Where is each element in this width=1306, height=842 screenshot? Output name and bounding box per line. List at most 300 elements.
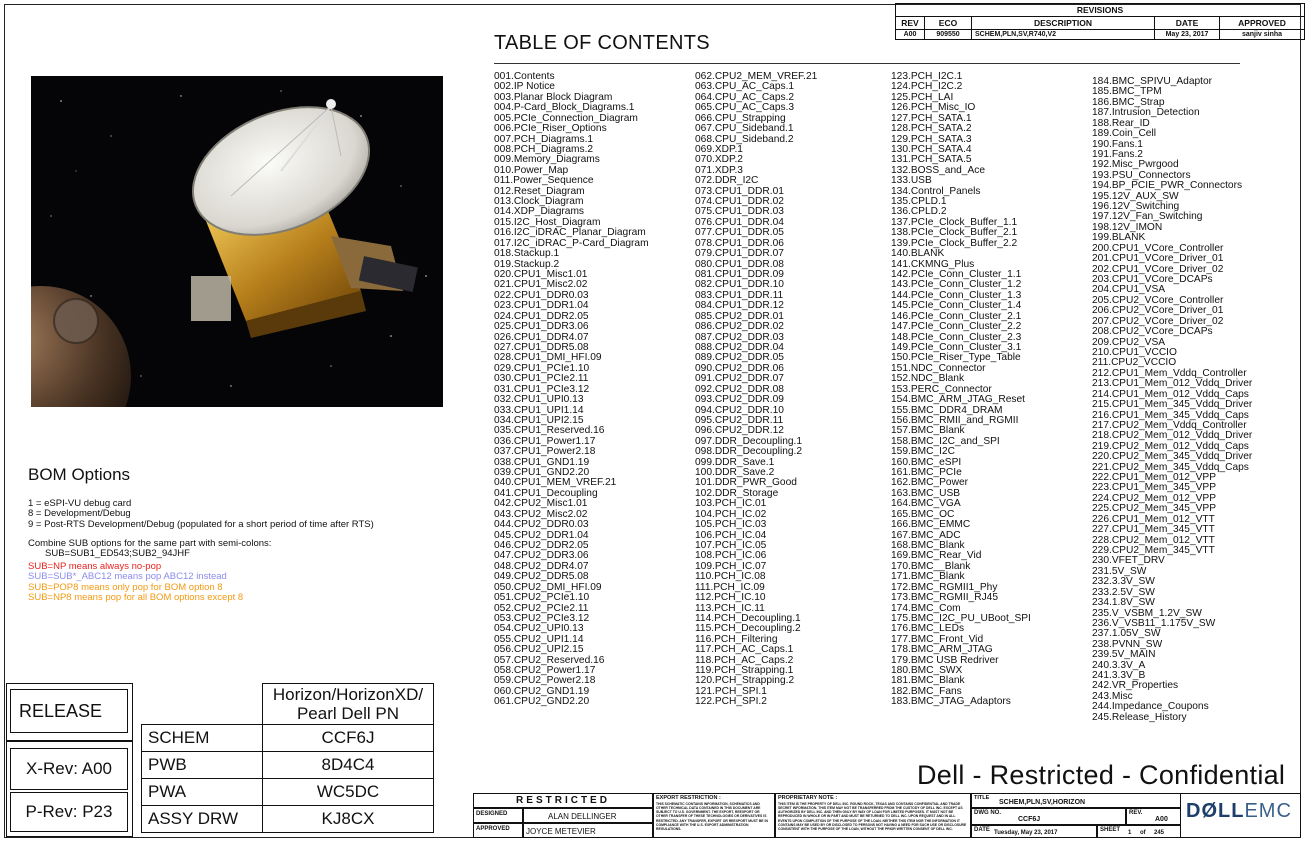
toc-entry: 134.Control_Panels [891,185,981,197]
toc-entry: 234.1.8V_SW [1092,597,1155,609]
toc-entry: 233.2.5V_SW [1092,586,1155,598]
toc-entry: 210.CPU1_VCCIO [1092,346,1177,358]
toc-entry: 034.CPU1_UPI2.15 [494,414,584,426]
toc-column-4 [1092,77,1252,723]
toc-entry: 208.CPU2_VCore_DCAPs [1092,326,1213,338]
pn-row-value: WC5DC [263,779,434,806]
toc-entry: 184.BMC_SPIVU_Adaptor [1092,76,1213,87]
toc-entry: 112.PCH_IC.10 [695,592,766,604]
toc-entry: 168.BMC_Blank [891,539,965,551]
toc-entry: 031.CPU1_PCIe3.12 [494,383,590,395]
toc-entry: 084.CPU1_DDR.12 [695,300,784,312]
bom-sub-note: SUB=NP8 means pop for all BOM options except 8 [28,592,244,604]
eco-header: ECO [925,17,972,30]
toc-entry: 044.CPU2_DDR0.03 [494,519,589,531]
toc-entry: 224.CPU2_Mem_012_VPP [1092,492,1217,504]
toc-entry: 203.CPU1_VCore_DCAPs [1092,274,1213,286]
sheet-cell-box [1097,825,1181,838]
toc-title: TABLE OF CONTENTS [494,32,710,54]
toc-entry: 008.PCH_Diagrams.2 [494,143,594,155]
bom-combine-note [28,539,271,560]
toc-entry: 064.CPU_AC_Caps.2 [695,91,795,103]
toc-entry: 180.BMC_SWX [891,665,963,677]
toc-entry: 002.IP Notice [494,81,555,93]
toc-entry: 070.XDP.2 [695,154,743,166]
toc-entry: 074.CPU1_DDR.02 [695,196,784,208]
toc-entry: 049.CPU2_DDR5.08 [494,571,589,583]
toc-entry: 221.CPU2_Mem_345_Vddq_Caps [1092,461,1249,473]
toc-entry: 194.BP_PCIE_PWR_Connectors [1092,180,1243,192]
toc-entry: 201.CPU1_VCore_Driver_01 [1092,253,1224,265]
toc-entry: 085.CPU2_DDR.01 [695,310,784,322]
toc-entry: 151.NDC_Connector [891,362,986,374]
toc-entry: 205.CPU2_VCore_Controller [1092,294,1224,306]
toc-entry: 001.Contents [494,71,555,82]
toc-entry: 229.CPU2_Mem_345_VTT [1092,544,1215,556]
toc-entry: 019.Stackup.2 [494,258,560,270]
toc-entry: 242.VR_Properties [1092,680,1179,692]
toc-entry: 012.Reset_Diagram [494,185,585,197]
toc-entry: 236.V_VSB11_1.175V_SW [1092,617,1216,629]
toc-entry: 245.Release_History [1092,711,1187,723]
bom-option-8: 8 = Development/Debug [28,508,131,520]
description-header: DESCRIPTION [972,17,1155,30]
toc-entry: 191.Fans.2 [1092,148,1143,160]
toc-entry: 156.BMC_RMII_and_RGMII [891,414,1019,426]
sheet-number: 1 [1128,830,1132,836]
revisions-table [895,3,1305,40]
toc-entry: 046.CPU2_DDR2.05 [494,539,589,551]
part-number-table [141,683,434,833]
bom-sub-note: SUB=NP means always no-pop [28,561,162,572]
toc-entry: 161.BMC_PCIe [891,467,962,479]
toc-entry: 091.CPU2_DDR.07 [695,373,784,385]
toc-entry: 021.CPU1_Misc2.02 [494,279,588,291]
toc-entry: 020.CPU1_Misc1.01 [494,269,588,281]
pn-row-label: PWA [142,779,263,806]
toc-entry: 131.PCH_SATA.5 [891,154,972,166]
toc-entry: 190.Fans.1 [1092,138,1143,150]
bom-combine-line: Combine SUB options for the same part with semi-colons: [28,538,272,549]
date-value: Tuesday, May 23, 2017 [994,830,1058,836]
confidential-banner: Dell - Restricted - Confidential [917,760,1286,790]
title-value: SCHEM,PLN,SV,HORIZON [999,799,1086,806]
toc-entry: 182.BMC_Fans [891,685,962,697]
toc-entry: 025.CPU1_DDR3.06 [494,321,589,333]
toc-entry: 162.BMC_Power [891,477,969,489]
toc-entry: 113.PCH_IC.11 [695,602,765,614]
toc-entry: 240.3.3V_A [1092,659,1146,671]
toc-entry: 164.BMC_VGA [891,498,961,510]
emc-logo-text: EMC [1244,800,1292,822]
toc-entry: 007.PCH_Diagrams.1 [494,133,594,145]
rev-cell-box [1126,808,1181,825]
toc-entry: 223.CPU1_Mem_345_VPP [1092,482,1217,494]
toc-entry: 038.CPU1_GND1.19 [494,456,590,468]
toc-entry: 061.CPU2_GND2.20 [494,696,590,708]
toc-entry: 023.CPU1_DDR1.04 [494,300,589,312]
toc-entry: 146.PCIe_Conn_Cluster_2.1 [891,310,1022,322]
toc-entry: 198.12V_IMON [1092,221,1163,233]
pn-row-value: KJ8CX [263,806,434,833]
restricted-label: RESTRICTED [473,793,653,808]
toc-entry: 173.BMC_RGMII_RJ45 [891,592,999,604]
toc-entry: 178.BMC_ARM_JTAG [891,644,993,656]
toc-entry: 027.CPU1_DDR5.08 [494,341,589,353]
pn-row-value: CCF6J [263,725,434,752]
toc-entry: 065.CPU_AC_Caps.3 [695,102,795,114]
toc-entry: 118.PCH_AC_Caps.2 [695,654,794,666]
toc-entry: 092.CPU2_DDR.08 [695,383,784,395]
rev-cell: A00 [896,30,925,40]
toc-entry: 026.CPU1_DDR4.07 [494,331,589,343]
toc-entry: 176.BMC_LEDs [891,623,965,635]
approved-name: JOYCE METEVIER [523,823,653,838]
toc-entry: 167.BMC_ADC [891,529,961,541]
toc-entry: 060.CPU2_GND1.19 [494,685,590,697]
toc-entry: 080.CPU1_DDR.08 [695,258,784,270]
toc-entry: 157.BMC_Blank [891,425,965,437]
bom-option-1: 1 = eSPI-VU debug card [28,498,132,509]
toc-entry: 090.CPU2_DDR.06 [695,362,784,374]
designed-name: ALAN DELLINGER [523,808,653,823]
toc-entry: 016.I2C_iDRAC_Planar_Diagram [494,227,646,239]
toc-entry: 057.CPU2_Reserved.16 [494,654,605,666]
toc-entry: 132.BOSS_and_Ace [891,164,986,176]
toc-entry: 129.PCH_SATA.3 [891,133,972,145]
approved-cell: sanjiv sinha [1220,30,1305,40]
toc-entry: 174.BMC_Com [891,602,961,614]
toc-entry: 010.Power_Map [494,164,569,176]
dell-emc-logo [1186,800,1292,823]
toc-entry: 126.PCH_Misc_IO [891,102,976,114]
toc-entry: 100.DDR_Save.2 [695,467,775,479]
toc-entry: 125.PCH_LAI [891,91,954,103]
toc-entry: 052.CPU2_PCIe2.11 [494,602,589,614]
toc-entry: 094.CPU2_DDR.10 [695,404,784,416]
p-rev-label: P-Rev: P23 [10,792,128,832]
toc-entry: 099.DDR_Save.1 [695,456,775,468]
toc-entry: 017.I2C_iDRAC_P-Card_Diagram [494,237,649,249]
toc-entry: 110.PCH_IC.08 [695,571,766,583]
proprietary-text: THIS ITEM IS THE PROPERTY OF DELL INC. ROUND ROCK, TEXAS AND CONTAINS CONFIDENTIAL AND TRADE SECRET INFORMATION. THIS ITEM MAY NOT BE TRANSFERRED FROM THE CUSTODY OF DELL INC. EXCEPT AS AUTHORIZED BY DELL INC. AND THEN ONLY BY WAY OF LOAN FOR LIMITED PURPOSES. IT MUST NOT BE REPRODUCED IN WHOLE OR IN PART AND MUST BE RETURNED TO DELL INC. UPON REQUEST AND IN ALL EVENTS UPON COMPLETION OF THE PURPOSE OF THE LOAN. NEITHER THIS ITEM NOR THE INFORMATION IT CONTAINS MAY BE USED BY OR DISCLOSED TO PERSONS NOT HAVING A NEED FOR SUCH USE OR DISCLOSURE CONSISTENT WITH THE PURPOSE OF THE LOAN, WITHOUT THE PRIOR WRITTEN CONSENT OF DELL INC. [778,801,967,832]
date-cell: May 23, 2017 [1155,30,1220,40]
toc-entry: 122.PCH_SPI.2 [695,696,767,708]
toc-entry: 093.CPU2_DDR.09 [695,394,784,406]
toc-entry: 088.CPU2_DDR.04 [695,341,784,353]
toc-entry: 003.Planar Block Diagram [494,91,613,103]
toc-entry: 115.PCH_Decoupling.2 [695,623,801,635]
toc-entry: 120.PCH_Strapping.2 [695,675,795,687]
toc-entry: 235.V_VSBM_1.2V_SW [1092,607,1202,619]
toc-entry: 104.PCH_IC.02 [695,508,767,520]
toc-entry: 155.BMC_DDR4_DRAM [891,404,1003,416]
toc-entry: 116.PCH_Filtering [695,633,778,645]
toc-entry: 243.Misc [1092,690,1133,702]
toc-entry: 181.BMC_Blank [891,675,965,687]
toc-entry: 097.DDR_Decoupling.1 [695,435,803,447]
title-cell [971,793,1181,808]
sheet-total: 245 [1154,830,1165,836]
toc-entry: 196.12V_Switching [1092,201,1180,213]
toc-entry: 163.BMC_USB [891,487,961,499]
toc-entry: 187.Intrusion_Detection [1092,107,1200,119]
toc-entry: 217.CPU2_Mem_Vddq_Controller [1092,419,1247,431]
toc-entry: 039.CPU1_GND2.20 [494,467,590,479]
toc-entry: 030.CPU1_PCIe2.11 [494,373,589,385]
dwg-label: DWG NO. [974,810,1001,816]
toc-entry: 244.Impedance_Coupons [1092,701,1209,713]
toc-entry: 106.PCH_IC.04 [695,529,767,541]
toc-entry: 160.BMC_eSPI [891,456,962,468]
toc-entry: 077.CPU1_DDR.05 [695,227,784,239]
title-label: TITLE [974,795,990,801]
toc-entry: 075.CPU1_DDR.03 [695,206,784,218]
toc-column-2 [695,72,817,708]
toc-entry: 066.CPU_Strapping [695,112,786,124]
toc-entry: 138.PCIe_Clock_Buffer_2.1 [891,227,1018,239]
toc-entry: 145.PCIe_Conn_Cluster_1.4 [891,300,1022,312]
toc-entry: 032.CPU1_UPI0.13 [494,394,584,406]
toc-entry: 109.PCH_IC.07 [695,560,767,572]
toc-entry: 148.PCIe_Conn_Cluster_2.3 [891,331,1022,343]
bom-sub-notes [28,562,243,604]
toc-entry: 041.CPU1_Decoupling [494,487,598,499]
toc-entry: 037.CPU1_Power2.18 [494,446,596,458]
toc-entry: 215.CPU1_Mem_345_Vddq_Driver [1092,399,1253,411]
toc-entry: 028.CPU1_DMI_HFI.09 [494,352,602,364]
eco-cell: 909550 [925,30,972,40]
toc-entry: 051.CPU2_PCIe1.10 [494,592,590,604]
pn-row-label: SCHEM [142,725,263,752]
toc-entry: 230.VFET_DRV [1092,555,1165,567]
toc-entry: 172.BMC_RGMII1_Phy [891,581,998,593]
toc-entry: 101.DDR_PWR_Good [695,477,797,489]
toc-entry: 117.PCH_AC_Caps.1 [695,644,794,656]
toc-entry: 231.5V_SW [1092,565,1147,577]
toc-entry: 175.BMC_I2C_PU_UBoot_SPI [891,612,1031,624]
toc-entry: 102.DDR_Storage [695,487,779,499]
toc-entry: 183.BMC_JTAG_Adaptors [891,696,1011,708]
toc-entry: 079.CPU1_DDR.07 [695,248,784,260]
toc-entry: 179.BMC USB Redriver [891,654,999,666]
toc-entry: 141.CKMNG_Plus [891,258,975,270]
toc-entry: 239.5V_MAIN [1092,649,1156,661]
toc-entry: 107.PCH_IC.05 [695,539,767,551]
toc-entry: 082.CPU1_DDR.10 [695,279,784,291]
toc-entry: 169.BMC_Rear_Vid [891,550,982,562]
proprietary-label: PROPRIETARY NOTE : [778,795,838,801]
toc-entry: 219.CPU2_Mem_012_Vddq_Caps [1092,440,1249,452]
toc-entry: 133.USB [891,175,932,187]
toc-entry: 055.CPU2_UPI1.14 [494,633,584,645]
toc-entry: 232.3.3V_SW [1092,576,1155,588]
toc-entry: 071.XDP.3 [695,164,743,176]
toc-entry: 225.CPU2_Mem_345_VPP [1092,503,1217,515]
toc-entry: 222.CPU1_Mem_012_VPP [1092,472,1217,484]
revisions-title: REVISIONS [896,4,1305,17]
toc-entry: 158.BMC_I2C_and_SPI [891,435,1000,447]
toc-divider [494,63,1240,64]
toc-entry: 062.CPU2_MEM_VREF.21 [695,71,818,82]
toc-entry: 154.BMC_ARM_JTAG_Reset [891,394,1025,406]
toc-entry: 123.PCH_I2C.1 [891,71,963,82]
toc-entry: 111.PCH_IC.09 [695,581,765,593]
toc-entry: 218.CPU2_Mem_012_Vddq_Driver [1092,430,1253,442]
toc-entry: 142.PCIe_Conn_Cluster_1.1 [891,269,1022,281]
date-header: DATE [1155,17,1220,30]
toc-entry: 121.PCH_SPI.1 [695,685,767,697]
toc-entry: 199.BLANK [1092,232,1146,244]
pn-row-label: ASSY DRW [142,806,263,833]
toc-entry: 139.PCIe_Clock_Buffer_2.2 [891,237,1018,249]
toc-entry: 209.CPU2_VSA [1092,336,1166,348]
pn-header-line-1: Horizon/HorizonXD/ [272,685,424,704]
toc-entry: 220.CPU2_Mem_345_Vddq_Driver [1092,451,1253,463]
toc-entry: 188.Rear_ID [1092,117,1150,129]
dwg-cell [971,808,1126,825]
toc-entry: 197.12V_Fan_Switching [1092,211,1203,223]
toc-entry: 105.PCH_IC.03 [695,519,767,531]
bom-options-list [28,499,374,530]
toc-entry: 013.Clock_Diagram [494,196,584,208]
toc-entry: 153.PERC_Connector [891,383,992,395]
toc-entry: 185.BMC_TPM [1092,86,1162,98]
toc-entry: 186.BMC_Strap [1092,96,1165,108]
pn-corner-cell [142,684,263,725]
toc-entry: 204.CPU1_VSA [1092,284,1166,296]
toc-entry: 047.CPU2_DDR3.06 [494,550,589,562]
toc-entry: 022.CPU1_DDR0.03 [494,289,589,301]
toc-entry: 035.CPU1_Reserved.16 [494,425,605,437]
bom-sub-note: SUB=POP8 means only pop for BOM option 8 [28,581,223,593]
toc-entry: 098.DDR_Decoupling.2 [695,446,803,458]
toc-entry: 081.CPU1_DDR.09 [695,269,784,281]
toc-entry: 152.NDC_Blank [891,373,965,385]
toc-entry: 189.Coin_Cell [1092,128,1156,140]
toc-entry: 083.CPU1_DDR.11 [695,289,784,301]
toc-entry: 150.PCIe_Riser_Type_Table [891,352,1021,364]
toc-entry: 048.CPU2_DDR4.07 [494,560,589,572]
bom-option-9: 9 = Post-RTS Development/Debug (populated for a short period of time after RTS) [28,518,374,530]
toc-entry: 108.PCH_IC.06 [695,550,767,562]
toc-entry: 069.XDP.1 [695,143,743,155]
designed-label: DESIGNED [473,808,523,823]
toc-entry: 056.CPU2_UPI2.15 [494,644,584,656]
toc-column-1 [494,72,649,708]
toc-entry: 114.PCH_Decoupling.1 [695,612,801,624]
toc-entry: 058.CPU2_Power1.17 [494,665,596,677]
toc-entry: 171.BMC_Blank [891,571,965,583]
toc-entry: 136.CPLD.2 [891,206,947,218]
toc-entry: 089.CPU2_DDR.05 [695,352,784,364]
toc-entry: 216.CPU1_Mem_345_Vddq_Caps [1092,409,1249,421]
toc-entry: 009.Memory_Diagrams [494,154,600,166]
toc-entry: 165.BMC_OC [891,508,955,520]
toc-entry: 068.CPU_Sideband.2 [695,133,794,145]
pn-row-label: PWB [142,752,263,779]
toc-entry: 119.PCH_Strapping.1 [695,665,794,677]
toc-entry: 033.CPU1_UPI1.14 [494,404,584,416]
toc-entry: 214.CPU1_Mem_012_Vddq_Caps [1092,388,1249,400]
toc-entry: 159.BMC_I2C [891,446,955,458]
rev-header: REV [896,17,925,30]
toc-entry: 040.CPU1_MEM_VREF.21 [494,477,617,489]
sheet-label: SHEET [1100,827,1121,833]
toc-entry: 042.CPU2_Misc1.01 [494,498,588,510]
toc-entry: 130.PCH_SATA.4 [891,143,972,155]
toc-entry: 087.CPU2_DDR.03 [695,331,784,343]
toc-entry: 053.CPU2_PCIe3.12 [494,612,590,624]
approved-header: APPROVED [1220,17,1305,30]
toc-entry: 213.CPU1_Mem_012_Vddq_Driver [1092,378,1253,390]
toc-entry: 050.CPU2_DMI_HFI.09 [494,581,602,593]
x-rev-label: X-Rev: A00 [10,748,128,790]
pn-header [263,684,434,725]
dell-logo-text: DØLL [1186,800,1245,822]
toc-entry: 193.PSU_Connectors [1092,169,1191,181]
toc-entry: 237.1.05V_SW [1092,628,1161,640]
toc-column-3 [891,72,1031,708]
toc-entry: 137.PCIe_Clock_Buffer_1.1 [891,216,1018,228]
bom-sub-note: SUB=SUB*_ABC12 means pop ABC12 instead [28,571,227,583]
toc-entry: 140.BLANK [891,248,945,260]
toc-entry: 192.Misc_Pwrgood [1092,159,1179,171]
toc-entry: 011.Power_Sequence [494,175,594,187]
toc-entry: 166.BMC_EMMC [891,519,971,531]
toc-entry: 078.CPU1_DDR.06 [695,237,784,249]
toc-entry: 054.CPU2_UPI0.13 [494,623,584,635]
bom-combine-example: SUB=SUB1_ED543;SUB2_94JHF [45,548,190,560]
date-label: DATE [974,827,990,833]
toc-entry: 076.CPU1_DDR.04 [695,216,784,228]
toc-entry: 018.Stackup.1 [494,248,560,260]
rev-label: REV. [1129,810,1143,816]
toc-entry: 072.DDR_I2C [695,175,759,187]
bom-title: BOM Options [28,465,131,484]
toc-entry: 124.PCH_I2C.2 [891,81,963,93]
toc-entry: 211.CPU2_VCCIO [1092,357,1177,369]
toc-entry: 147.PCIe_Conn_Cluster_2.2 [891,321,1022,333]
spacecraft-image [31,76,443,407]
description-cell: SCHEM,PLN,SV,R740,V2 [972,30,1155,40]
toc-entry: 029.CPU1_PCIe1.10 [494,362,590,374]
toc-entry: 086.CPU2_DDR.02 [695,321,784,333]
toc-entry: 103.PCH_IC.01 [695,498,767,510]
sheet-of-label: of [1140,830,1146,836]
toc-entry: 005.PCIe_Connection_Diagram [494,112,638,124]
toc-entry: 238.PVNN_SW [1092,638,1163,650]
export-restriction-block [653,793,775,838]
toc-entry: 177.BMC_Front_Vid [891,633,984,645]
toc-entry: 073.CPU1_DDR.01 [695,185,784,197]
toc-entry: 015.I2C_Host_Diagram [494,216,601,228]
export-text: THIS SCHEMATIC CONTAINS INFORMATION, SCHEMATICS AND OTHER TECHNICAL DATA CONTAINED IN THIS DOCUMENT ARE SUBJECT TO U.S. GOVERNMENT. THE EXPORT, REEXPORT OR OTHER TRANSFER OF THESE TECHNOLOGIES OR DERIVATIVES IS RESTRICTED. ANY TRANSFER, EXPORT OR REEXPORT MUST BE IN COMPLIANCE WITH THE U.S. EXPORT ADMINISTRATION REGULATIONS. [656,801,768,832]
toc-entry: 067.CPU_Sideband.1 [695,123,794,135]
toc-entry: 096.CPU2_DDR.12 [695,425,784,437]
toc-entry: 241.3.3V_B [1092,670,1146,682]
toc-entry: 045.CPU2_DDR1.04 [494,529,589,541]
toc-entry: 195.12V_AUX_SW [1092,190,1179,202]
toc-entry: 227.CPU1_Mem_345_VTT [1092,524,1215,536]
toc-entry: 036.CPU1_Power1.17 [494,435,596,447]
toc-entry: 226.CPU1_Mem_012_VTT [1092,513,1215,525]
toc-entry: 200.CPU1_VCore_Controller [1092,242,1224,254]
toc-entry: 202.CPU1_VCore_Driver_02 [1092,263,1224,275]
toc-entry: 127.PCH_SATA.1 [891,112,972,124]
pn-row-value: 8D4C4 [263,752,434,779]
toc-entry: 170.BMC__Blank [891,560,971,572]
